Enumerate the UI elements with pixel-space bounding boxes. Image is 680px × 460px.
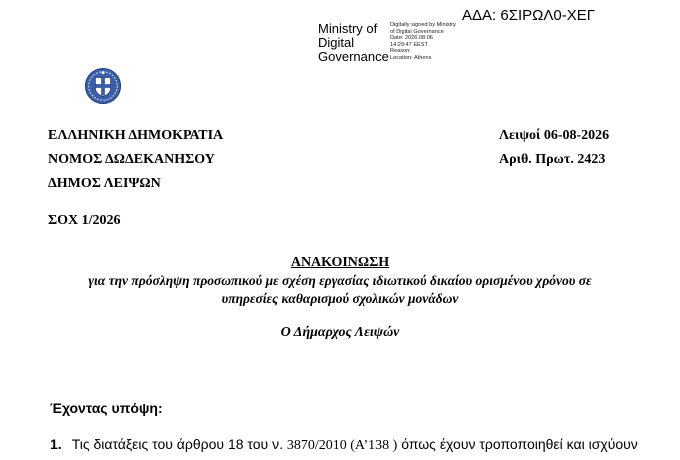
announcement-subtitle-line: για την πρόσληψη προσωπικού με σχέση εργασίας ιδιωτικού δικαίου ορισμένου χρόνου σε — [88, 273, 592, 288]
announcement-subtitle-line: υπηρεσίες καθαρισμού σχολικών μονάδων — [221, 291, 459, 306]
signer-line: Ministry of — [318, 21, 378, 36]
ada-code: ΑΔΑ: 6ΣΙΡΩΛ0-ΧΕΓ — [462, 7, 595, 24]
signer-line: Governance — [318, 49, 389, 64]
list-item-text: Τις διατάξεις του άρθρου 18 του ν. — [71, 436, 287, 452]
signature-signer — [318, 22, 389, 64]
signature-detail-line: Digitally signed by Ministry — [390, 22, 456, 28]
signature-detail-line: Date: 2026.08.06 — [390, 35, 433, 42]
signature-detail-line: Reason: — [390, 48, 411, 55]
list-item-number: 1. — [50, 436, 62, 452]
signer-line: Digital — [318, 35, 355, 50]
republic-label: ΕΛΛΗΝΙΚΗ ΔΗΜΟΚΡΑΤΙΑ — [48, 128, 224, 143]
signature-detail-line: of Digital Governance — [390, 28, 444, 35]
law-reference: 3870/2010 (Α’138 ) — [286, 438, 398, 453]
signature-detail-line: Location: Athens — [390, 54, 432, 61]
greek-coat-of-arms-icon — [84, 67, 122, 105]
announcement-title: ΑΝΑΚΟΙΝΩΣΗ — [290, 255, 390, 270]
protocol-number: Αριθ. Πρωτ. 2423 — [499, 152, 606, 167]
considering-heading: Έχοντας υπόψη: — [50, 400, 163, 416]
signature-detail-line: 14:29:47 EEST — [390, 41, 428, 48]
place-date: Λειψοί 06-08-2026 — [499, 128, 610, 143]
municipality-label: ΔΗΜΟΣ ΛΕΙΨΩΝ — [48, 176, 161, 191]
prefecture-label: ΝΟΜΟΣ ΔΩΔΕΚΑΝΗΣΟΥ — [48, 152, 215, 167]
list-item — [50, 436, 638, 454]
signature-details — [390, 22, 456, 62]
sox-reference: ΣΟΧ 1/2026 — [48, 213, 121, 228]
issuer-line: Ο Δήμαρχος Λειψών — [280, 325, 400, 340]
list-item-text: όπως έχουν τροποποιηθεί και ισχύουν — [397, 436, 638, 452]
